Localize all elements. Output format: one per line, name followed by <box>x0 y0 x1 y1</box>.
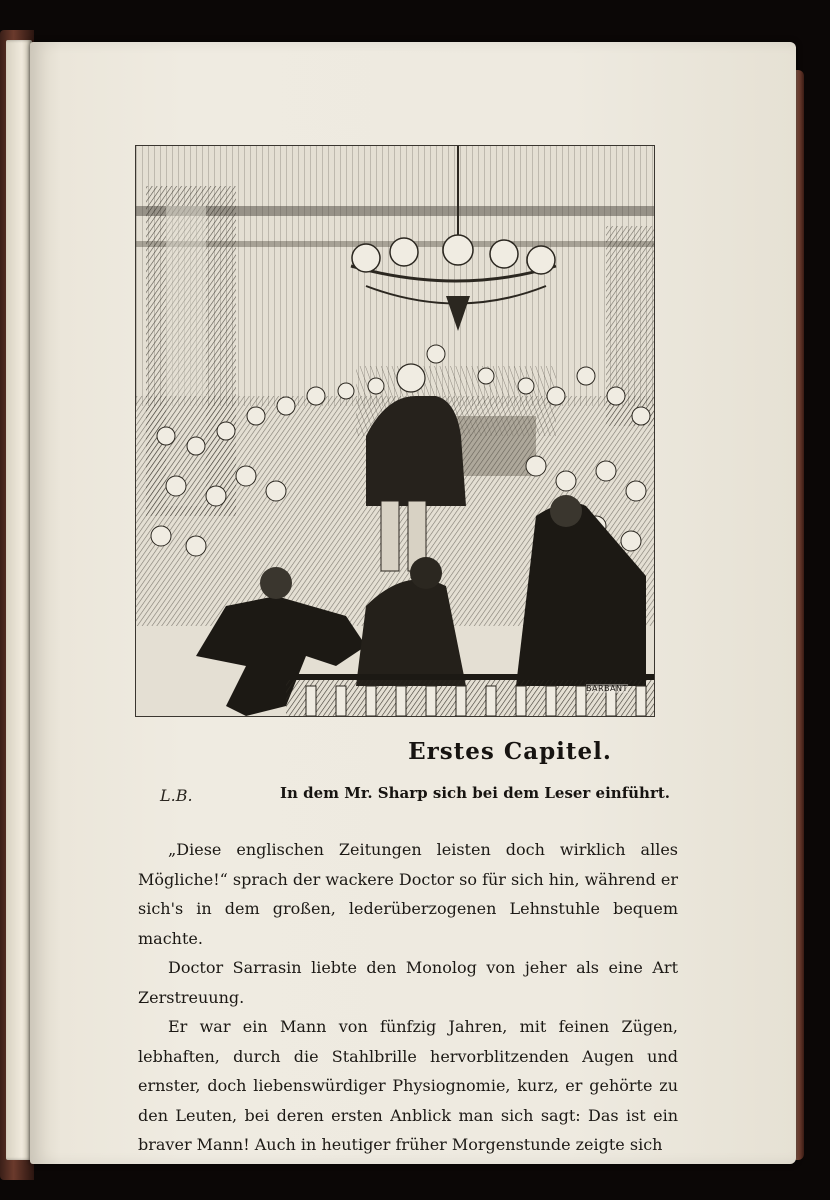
paragraph-3: Er war ein Mann von fünfzig Jahren, mit feinen Zügen, lebhaften, durch die Stahlbrille hervorblitzenden Augen und ernster, doch liebenswürdiger Physiognomie, kurz, er gehörte zu den Leuten, bei deren ersten Anblick man sich sagt: Das ist ein braver Mann! Auch in heutiger früher Morgenstunde zeigte sich <box>138 1017 678 1154</box>
body-text <box>138 835 678 1160</box>
left-page-edge <box>6 40 32 1160</box>
artist-signature: L.B. <box>160 786 193 805</box>
paragraph-2: Doctor Sarrasin liebte den Monolog von jeher als eine Art Zerstreuung. <box>138 958 678 1007</box>
assembly-hall-engraving <box>136 146 654 716</box>
chapter-subtitle: In dem Mr. Sharp sich bei dem Leser einführt. <box>279 784 671 802</box>
chapter-title: Erstes Capitel. <box>408 738 612 765</box>
paragraph-1: „Diese englischen Zeitungen leisten doch wirklich alles Mögliche!“ sprach der wackere Doctor so für sich hin, während er sich's in dem großen, lederüberzogenen Lehnstuhle bequem machte. <box>138 840 679 948</box>
engraving-illustration <box>135 145 655 717</box>
engraver-credit: BARBANT <box>586 684 628 693</box>
